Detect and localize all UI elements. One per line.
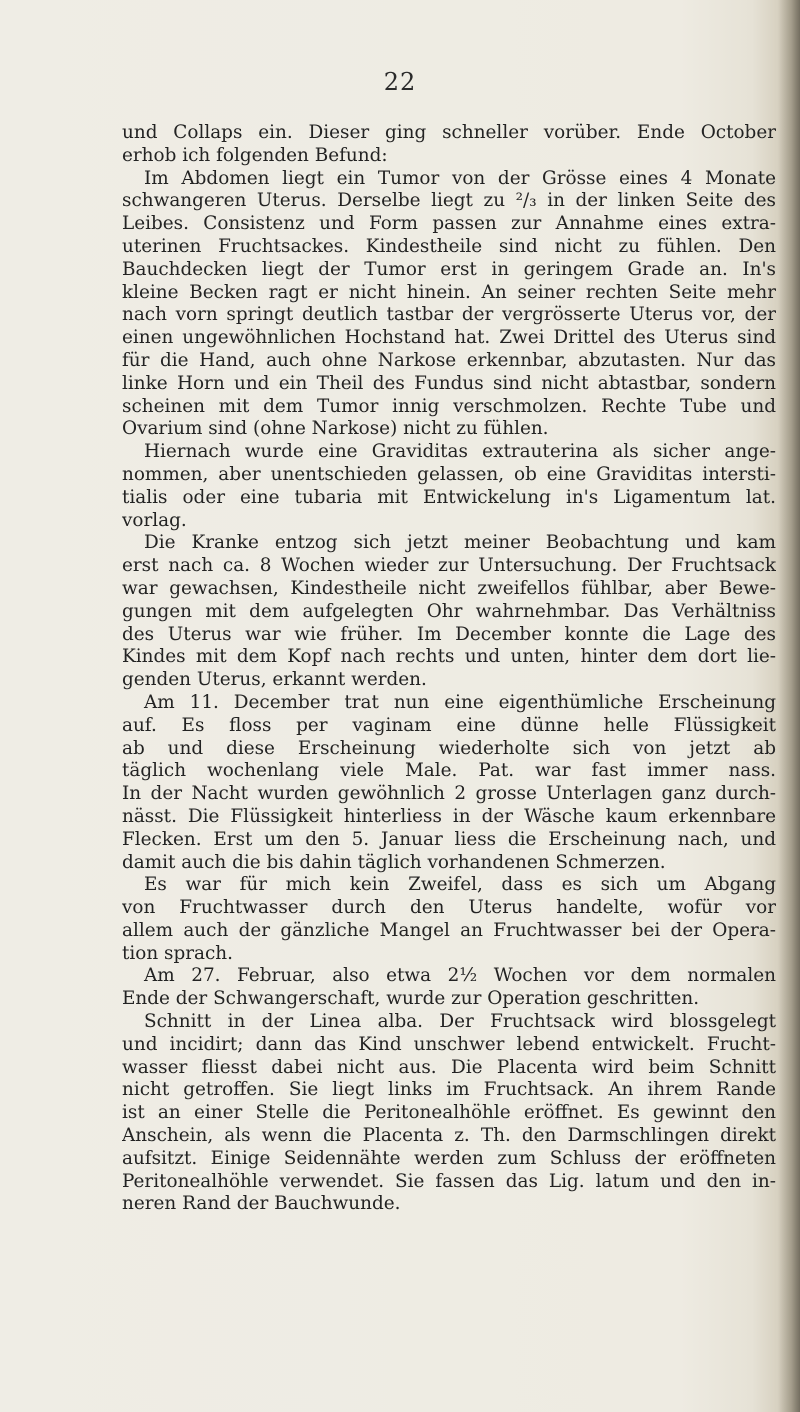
text-line: vorlag. bbox=[122, 509, 187, 531]
text-line: einen ungewöhnlichen Hochstand hat. Zwei Drittel des Uterus sind bbox=[122, 327, 776, 349]
text-line: nach vorn springt deutlich tastbar der vergrösserte Uterus vor, der bbox=[122, 304, 776, 326]
text-line: war gewachsen, Kindestheile nicht zweifellos fühlbar, aber Bewe- bbox=[122, 577, 776, 599]
text-line: nommen, aber unentschieden gelassen, ob eine Graviditas intersti- bbox=[122, 463, 776, 485]
text-line: für die Hand, auch ohne Narkose erkennbar, abzutasten. Nur das bbox=[122, 349, 776, 371]
text-line: tialis oder eine tubaria mit Entwickelung in's Ligamentum lat. bbox=[122, 486, 776, 508]
text-line: In der Nacht wurden gewöhnlich 2 grosse Unterlagen ganz durch- bbox=[122, 783, 776, 805]
text-line: Kindes mit dem Kopf nach rechts und unten, hinter dem dort lie- bbox=[122, 646, 776, 668]
text-line: und Collaps ein. Dieser ging schneller vorüber. Ende October bbox=[122, 122, 776, 143]
text-line: gungen mit dem aufgelegten Ohr wahrnehmbar. Das Verhältniss bbox=[122, 600, 776, 622]
text-line: ist an einer Stelle die Peritonealhöhle eröffnet. Es gewinnt den bbox=[122, 1102, 776, 1124]
text-line: aufsitzt. Einige Seidennähte werden zum Schluss der eröffneten bbox=[122, 1147, 776, 1169]
text-line: Ovarium sind (ohne Narkose) nicht zu fühlen. bbox=[122, 418, 549, 440]
text-line: Am 27. Februar, also etwa 2½ Wochen vor dem normalen bbox=[144, 965, 776, 987]
text-line: erhob ich folgenden Befund: bbox=[122, 144, 388, 166]
text-line: auf. Es floss per vaginam eine dünne helle Flüssigkeit bbox=[122, 714, 776, 736]
text-line: kleine Becken ragt er nicht hinein. An seiner rechten Seite mehr bbox=[122, 281, 776, 303]
text-line: schwangeren Uterus. Derselbe liegt zu ²/₃ in der linken Seite des bbox=[122, 190, 776, 212]
text-line: Die Kranke entzog sich jetzt meiner Beobachtung und kam bbox=[144, 532, 776, 554]
text-line: allem auch der gänzliche Mangel an Fruchtwasser bei der Opera- bbox=[122, 919, 776, 941]
text-line: nässt. Die Flüssigkeit hinterliess in der Wäsche kaum erkennbare bbox=[122, 805, 776, 827]
text-line: nicht getroffen. Sie liegt links im Fruchtsack. An ihrem Rande bbox=[122, 1079, 776, 1101]
page-number: 22 bbox=[383, 68, 417, 96]
text-line: Schnitt in der Linea alba. Der Fruchtsack wird blossgelegt bbox=[144, 1011, 776, 1033]
body-text bbox=[122, 122, 776, 1216]
text-line: linke Horn und ein Theil des Fundus sind nicht abtastbar, sondern bbox=[122, 372, 776, 394]
text-line: Bauchdecken liegt der Tumor erst in geringem Grade an. In's bbox=[122, 258, 776, 280]
text-line: und incidirt; dann das Kind unschwer lebend entwickelt. Frucht- bbox=[122, 1033, 776, 1055]
text-line: uterinen Fruchtsackes. Kindestheile sind nicht zu fühlen. Den bbox=[122, 235, 776, 257]
text-line: Im Abdomen liegt ein Tumor von der Grösse eines 4 Monate bbox=[144, 167, 776, 189]
text-line: Leibes. Consistenz und Form passen zur Annahme eines extra- bbox=[122, 213, 776, 235]
text-line: des Uterus war wie früher. Im December konnte die Lage des bbox=[122, 623, 776, 645]
text-line: täglich wochenlang viele Male. Pat. war fast immer nass. bbox=[122, 760, 776, 782]
text-line: scheinen mit dem Tumor innig verschmolzen. Rechte Tube und bbox=[122, 395, 776, 417]
text-line: tion sprach. bbox=[122, 942, 233, 964]
text-line: genden Uterus, erkannt werden. bbox=[122, 669, 427, 691]
text-line: ab und diese Erscheinung wiederholte sich von jetzt ab bbox=[122, 737, 776, 759]
page-edge-shadow bbox=[778, 0, 800, 1412]
text-line: Am 11. December trat nun eine eigenthümliche Erscheinung bbox=[144, 691, 776, 713]
text-line: wasser fliesst dabei nicht aus. Die Placenta wird beim Schnitt bbox=[122, 1056, 776, 1078]
text-line: Peritonealhöhle verwendet. Sie fassen das Lig. latum und den in- bbox=[122, 1170, 776, 1192]
text-line: von Fruchtwasser durch den Uterus handelte, wofür vor bbox=[122, 897, 776, 919]
text-line: damit auch die bis dahin täglich vorhandenen Schmerzen. bbox=[122, 851, 666, 873]
text-line: neren Rand der Bauchwunde. bbox=[122, 1193, 401, 1215]
text-line: Hiernach wurde eine Graviditas extrauterina als sicher ange- bbox=[144, 441, 776, 463]
text-line: Flecken. Erst um den 5. Januar liess die Erscheinung nach, und bbox=[122, 828, 776, 850]
text-line: Ende der Schwangerschaft, wurde zur Operation geschritten. bbox=[122, 988, 700, 1010]
text-line: erst nach ca. 8 Wochen wieder zur Untersuchung. Der Fruchtsack bbox=[122, 555, 776, 577]
text-line: Anschein, als wenn die Placenta z. Th. den Darmschlingen direkt bbox=[122, 1125, 776, 1147]
text-line: Es war für mich kein Zweifel, dass es sich um Abgang bbox=[144, 874, 776, 896]
